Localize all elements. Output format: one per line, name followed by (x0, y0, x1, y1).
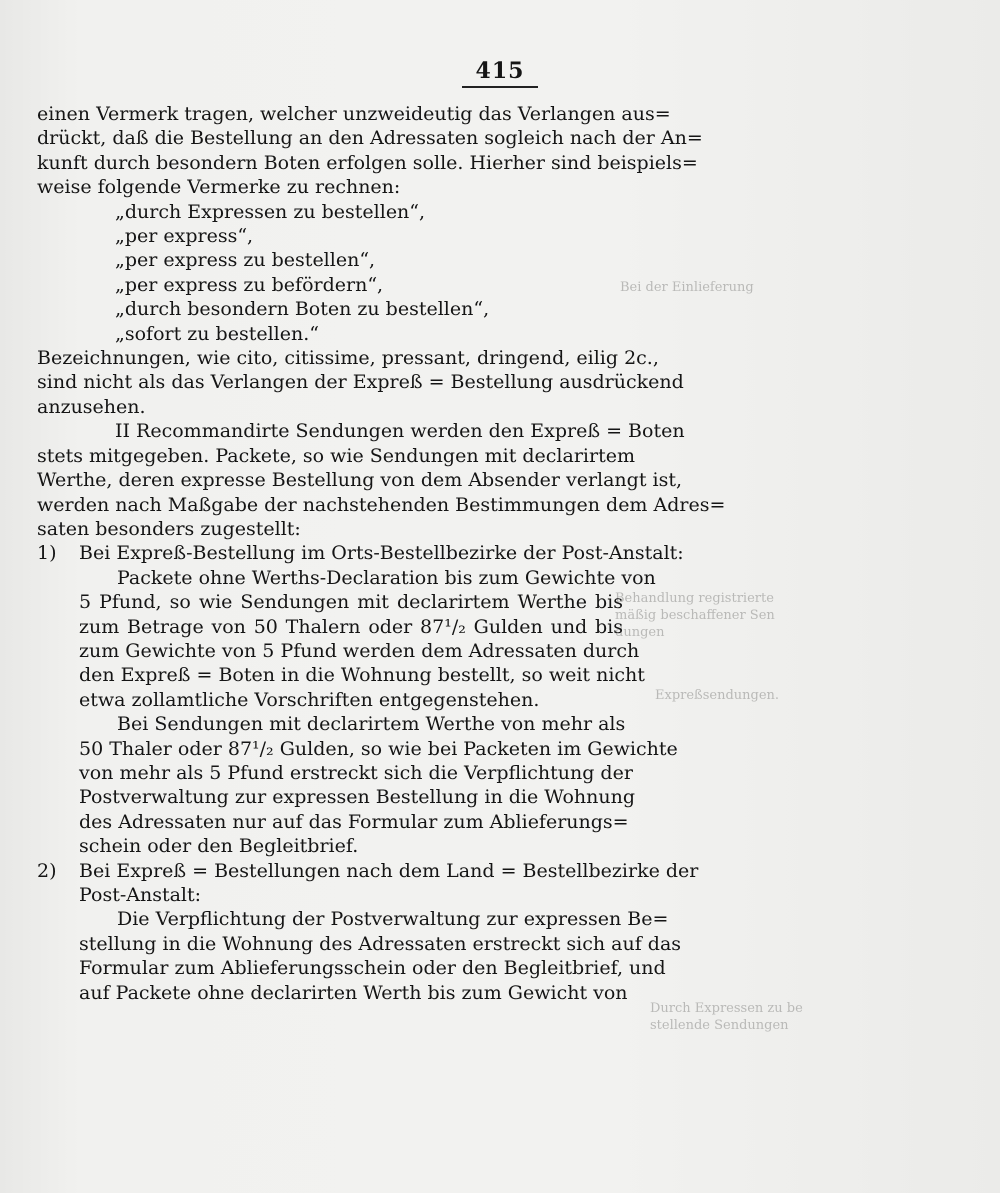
text-line: Formular zum Ablieferungsschein oder den Begleitbrief, und (79, 957, 666, 980)
item-text: Bei Expreß-Bestellung im Orts-Bestellbezirke der Post-Anstalt: (79, 542, 684, 565)
quoted-marking: „per express“, (115, 225, 254, 248)
text-line: auf Packete ohne declarirten Werth bis zum Gewicht von (79, 981, 628, 1004)
text-line: anzusehen. (37, 395, 146, 418)
bleed-through-line: Durch Expressen zu be (650, 1001, 803, 1016)
bleed-through-line: mäßig beschaffener Sen (615, 608, 775, 623)
text-line: Die Verpflichtung der Postverwaltung zur expressen Be= (117, 908, 669, 931)
quoted-marking: „sofort zu bestellen.“ (115, 322, 319, 345)
page-number (0, 58, 1000, 84)
text-line: des Adressaten nur auf das Formular zum Ablieferungs= (79, 810, 629, 833)
text-line: werden nach Maßgabe der nachstehenden Bestimmungen dem Adres= (37, 493, 726, 516)
text-line: weise folgende Vermerke zu rechnen: (37, 176, 401, 199)
text-line: Postverwaltung zur expressen Bestellung in die Wohnung (79, 786, 636, 809)
bleed-through-note-low (615, 590, 775, 641)
text-line: sind nicht als das Verlangen der Expreß = Bestellung ausdrückend (37, 371, 684, 394)
quoted-marking: „durch Expressen zu bestellen“, (115, 200, 426, 223)
text-line: saten besonders zugestellt: (37, 517, 301, 540)
text-line: schein oder den Begleitbrief. (79, 835, 359, 858)
bleed-through-line: dungen (615, 625, 665, 640)
item-number: 1) (37, 542, 57, 565)
text-line: stets mitgegeben. Packete, so wie Sendungen mit declarirtem (37, 444, 635, 467)
section-heading-line: II Recommandirte Sendungen werden den Expreß = Boten (115, 420, 685, 443)
text-line: Post-Anstalt: (79, 884, 202, 906)
text-line: 50 Thaler oder 87¹/₂ Gulden, so wie bei Packeten im Gewichte (79, 737, 678, 760)
text-line: zum Gewichte von 5 Pfund werden dem Adressaten durch (79, 639, 640, 662)
numbered-item-line (37, 541, 684, 565)
bleed-through-note-mid: Bei der Einlieferung (620, 280, 754, 295)
text-line: Werthe, deren expresse Bestellung von dem Absender verlangt ist, (37, 469, 683, 492)
item-number: 2) (37, 859, 57, 882)
text-line: Packete ohne Werths-Declaration bis zum Gewichte von (117, 566, 656, 589)
text-line: kunft durch besondern Boten erfolgen solle. Hierher sind beispiels= (37, 151, 698, 174)
item-text: Bei Expreß = Bestellungen nach dem Land = Bestellbezirke der (79, 859, 699, 882)
text-line: den Expreß = Boten in die Wohnung bestellt, so weit nicht (79, 664, 645, 687)
text-line: Bei Sendungen mit declarirtem Werthe von mehr als (117, 713, 626, 736)
text-line: 5 Pfund, so wie Sendungen mit declarirtem Werthe bis (79, 591, 623, 614)
numbered-item-line (37, 859, 699, 883)
bleed-through-line: stellende Sendungen (650, 1018, 789, 1033)
quoted-marking: „per express zu bestellen“, (115, 249, 376, 272)
bleed-through-note-low2: Expreßsendungen. (655, 688, 780, 703)
text-line: zum Betrage von 50 Thalern oder 87¹/₂ Gulden und bis (79, 615, 623, 638)
text-line: stellung in die Wohnung des Adressaten erstreckt sich auf das (79, 932, 682, 955)
text-line: Bezeichnungen, wie cito, citissime, pressant, dringend, eilig 2c., (37, 347, 659, 370)
text-line: etwa zollamtliche Vorschriften entgegenstehen. (79, 688, 540, 711)
text-line: drückt, daß die Bestellung an den Adressaten sogleich nach der An= (37, 127, 703, 150)
text-line: einen Vermerk tragen, welcher unzweideutig das Verlangen aus= (37, 103, 671, 125)
page-number-text: 415 (462, 58, 539, 88)
quoted-marking: „per express zu befördern“, (115, 273, 384, 296)
quoted-marking: „durch besondern Boten zu bestellen“, (115, 298, 490, 321)
text-line: von mehr als 5 Pfund erstreckt sich die Verpflichtung der (79, 761, 633, 784)
bleed-through-line: Behandlung registrierte (615, 591, 774, 606)
bleed-through-note-bottom (650, 1000, 803, 1034)
